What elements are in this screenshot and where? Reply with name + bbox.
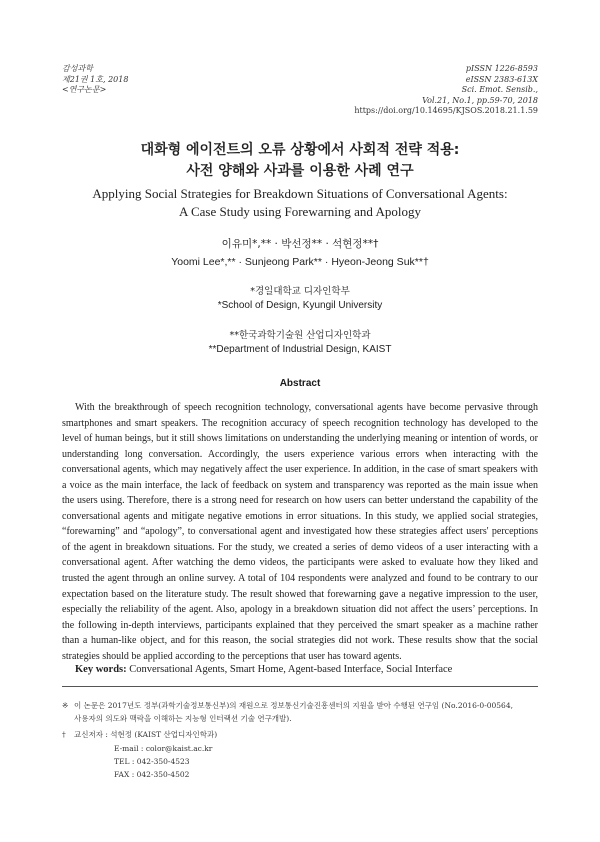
footnote-divider (62, 686, 538, 687)
journal-header-right (238, 64, 538, 117)
affiliation-2-korean: **한국과학기술원 산업디자인학과 (229, 330, 371, 341)
journal-volume: 제21권 1호, 2018 (62, 74, 129, 84)
eissn: eISSN 2383-613X (465, 74, 538, 84)
article-type: <연구논문> (62, 85, 107, 94)
citation: Vol.21, No.1, pp.59-70, 2018 (422, 95, 538, 105)
english-title (0, 185, 600, 221)
pissn: pISSN 1226-8593 (465, 64, 538, 73)
footnote-mark: ※ (62, 701, 69, 710)
funding-line2: 사용자의 의도와 맥락을 이해하는 지능형 인터랙션 기술 연구개발). (74, 713, 292, 723)
dagger-mark: † (62, 730, 66, 739)
contact-email[interactable]: E-mail : color@kaist.ac.kr (114, 744, 213, 753)
contact-fax: FAX : 042-350-4502 (114, 770, 190, 779)
contact-tel: TEL : 042-350-4523 (114, 757, 190, 766)
affiliation-2-english: **Department of Industrial Design, KAIST (208, 344, 392, 355)
corresponding-author-footnote (62, 729, 542, 742)
korean-title-line1: 대화형 에이전트의 오류 상황에서 사회적 전략 적용: (140, 142, 460, 158)
corresponding-author: 교신저자 : 석현정 (KAIST 산업디자인학과) (74, 730, 218, 739)
authors-korean: 이유미*,** · 박선정** · 석현정**† (221, 238, 379, 250)
funding-line1: 이 논문은 2017년도 정부(과학기술정보통신부)의 재원으로 정보통신기술진흥센터의 지원을 받아 수행된 연구임 (No.2016-0-00564, (74, 701, 513, 710)
keywords (75, 664, 545, 675)
abstract-heading: Abstract (279, 378, 321, 389)
keywords-label: Key words: (75, 664, 127, 675)
korean-title-line2: 사전 양해와 사과를 이용한 사례 연구 (186, 163, 414, 179)
authors-english: Yoomi Lee*,** · Sunjeong Park** · Hyeon-Jeong Suk**† (171, 256, 429, 268)
journal-abbrev: Sci. Emot. Sensib., (461, 85, 538, 94)
journal-header-left (62, 64, 262, 96)
journal-name: 감성과학 (62, 64, 93, 73)
english-title-line1: Applying Social Strategies for Breakdown Situations of Conversational Agents: (92, 186, 508, 201)
keywords-text: Conversational Agents, Smart Home, Agent-based Interface, Social Interface (129, 664, 453, 675)
korean-title (0, 140, 600, 182)
funding-footnote (62, 700, 542, 725)
affiliation-1-english: *School of Design, Kyungil University (217, 300, 383, 311)
english-title-line2: A Case Study using Forewarning and Apology (179, 204, 421, 219)
abstract-body: With the breakthrough of speech recognition technology, conversational agents have become pervasive through smartphones and smart speakers. The recognition accuracy of speech recognition technology has developed to the level of human beings, but it still shows limitations on understanding the underlying meaning or intention of words, or understanding long conversation. Accordingly, the users experience various errors when interacting with the conversational agents, which may negatively affect the user experience. In addition, in the case of smart speakers with a voice as the main interface, the lack of feedback on system and transparency was reported as the main issue when the users using. Therefore, there is a strong need for research on how users can better understand the capability of the conversational agents and mitigate negative emotions in error situations. In this study, we applied social strategies, “forewarning” and “apology”, to conversational agent and investigated how these strategies affect users' perceptions of the agent in breakdown situations. For the study, we created a series of demo videos of a user interacting with a conversational agent. After watching the demo videos, the participants were asked to evaluate how they liked and trusted the agent through an online survey. A total of 104 respondents were analyzed and found to be contrary to our expectation based on the literature study. The result showed that forewarning gave a negative impression to the user, especially the reliability of the agent. Also, apology in a breakdown situation did not affect the users’ perceptions. In the following in-depth interviews, participants explained that they perceived the smart speaker as a machine rather than a human-like object, and for this reason, the social strategies did not work. These results show that the social strategies should be applied according to the perceptions that user has toward agents. (62, 402, 538, 662)
doi-link[interactable]: https://doi.org/10.14695/KJSOS.2018.21.1.59 (354, 106, 538, 115)
affiliation-1-korean: *경일대학교 디자인학부 (250, 286, 350, 297)
